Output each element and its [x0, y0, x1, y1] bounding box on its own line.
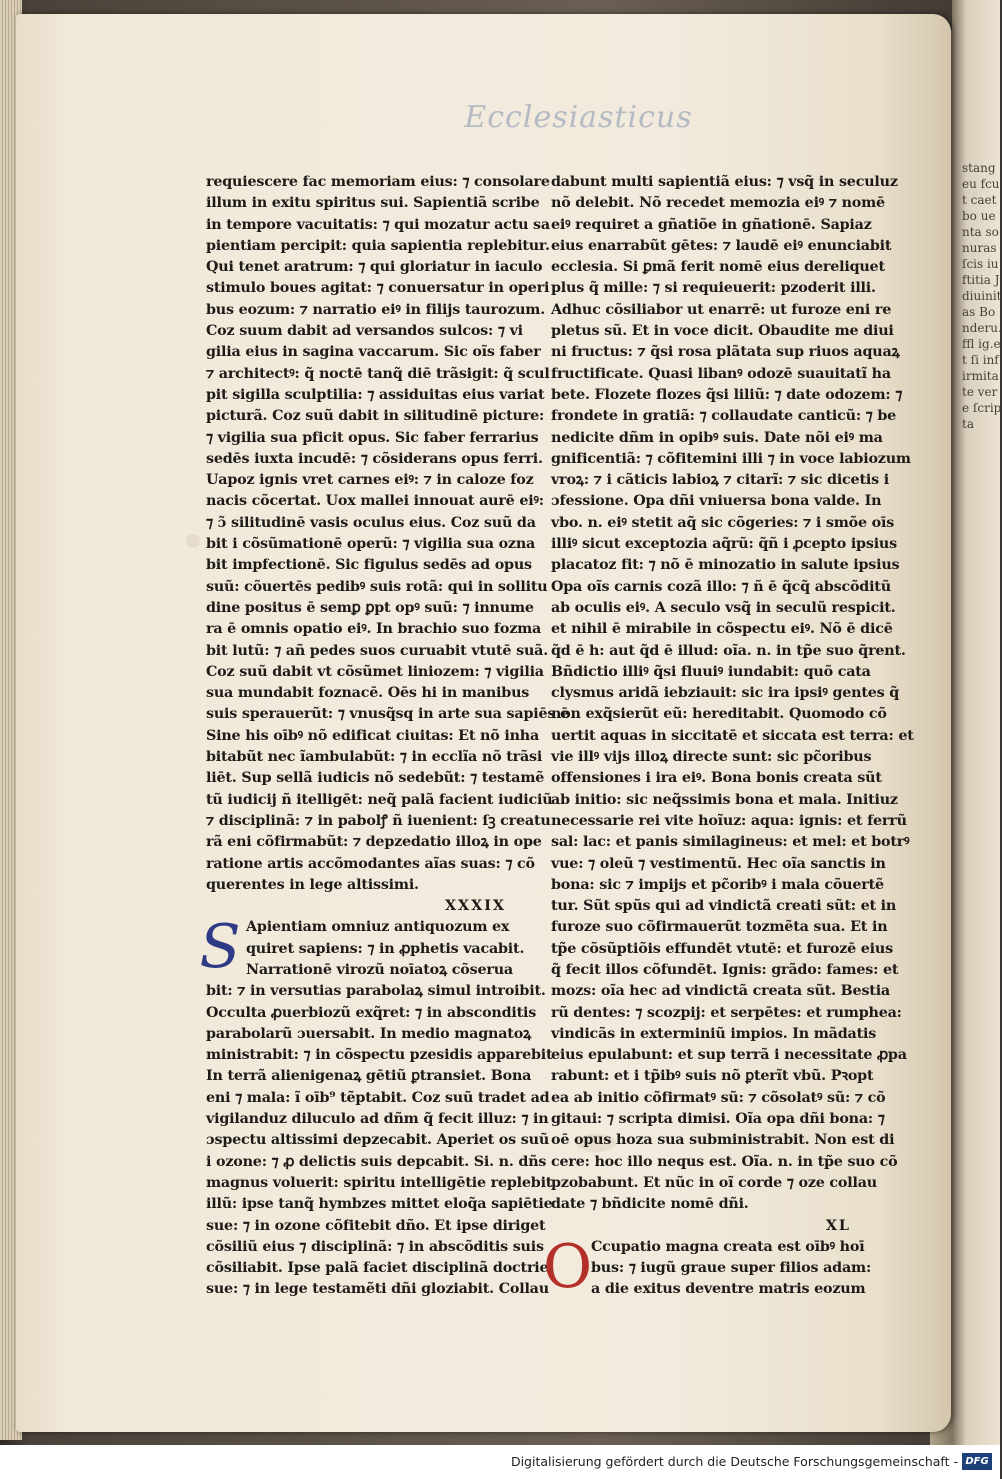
text-line: ea ab initio cõfirmatꝰ sũ: ⁊ cõsolatꝰ sũ: ⁊ cõ [551, 1089, 886, 1106]
text-line: ra ē omnis opatio eiꝰ. In brachio suo fozma [206, 621, 542, 638]
text-line: tur. Sũt spũs qui ad vindictã creati sũt: et in [551, 898, 897, 915]
left-column [199, 172, 569, 1301]
text-line: furoze suo cõfirmauerũt tozmẽta sua. Et in [551, 919, 888, 936]
text-line: offensiones i ira eiꝰ. Bona bonis creata sũt [551, 770, 882, 787]
chapter-number: XXXIX [444, 898, 506, 915]
text-line: eni ⁊ mala: ĩ oīb⁹ tẽptabit. Coz suũ tradet ad [206, 1089, 550, 1106]
text-line: querentes in lege altissimi. [206, 876, 419, 893]
text-line: in tempore vacuitatis: ⁊ qui mozatur actu sa [206, 216, 550, 233]
text-line: vigilanduz diluculo ad dñm q̃ fecit illuz: ⁊ in [206, 1111, 549, 1128]
text-line: sue: ⁊ in ozone cõfitebit dño. Et ipse diriget [206, 1217, 546, 1234]
text-line: ɔspectu altissimi depzecabit. Aperiet os suũ [206, 1132, 550, 1149]
text-line: Bñdictio illiꝰ q̃si fluuiꝰ iundabit: quõ cata [551, 663, 871, 680]
book-page [16, 14, 951, 1432]
text-line: Coz suũ dabit vt cõsũmet liniozem: ⁊ vigilia [206, 663, 544, 680]
text-line: cere: hoc illo nequs est. Oĩa. n. in tp̃e suo cõ [551, 1153, 898, 1170]
text-line: cõsiliũ eius ⁊ disciplinã: ⁊ in abscõditis suis [206, 1238, 544, 1255]
text-line: illiꝰ sicut exceptozia aq̃rũ: q̃ñ i ꝓcepto ipsius [551, 536, 897, 553]
dfg-logo: DFG [962, 1453, 992, 1470]
decorated-initial: O [543, 1231, 592, 1302]
text-line: illum in exitu spiritus sui. Sapientiã scribe [206, 195, 540, 212]
text-line: q̃ fecit illos cõfundēt. Ignis: grãdo: fames: et [551, 961, 899, 978]
text-line: ⁊ ɔ̃ silitudinē vasis oculus eius. Coz suũ da [206, 514, 536, 531]
text-line: q̃d ē h: aut q̃d ē illud: oĩa. n. in tp̃e suo q̃rent. [551, 642, 906, 659]
text-line: ab oculis eiꝰ. A seculo vsq̃ in seculũ respicit. [551, 599, 896, 616]
text-line: ⁊ architectꝰ: q̃ noctē tanq̃ diē trãsigit: q̃ scul [206, 365, 550, 382]
text-line: Coz suum dabit ad versandos sulcos: ⁊ vi [206, 323, 523, 340]
text-line: ratione artis accõmodantes aĩas suas: ⁊ cõ [206, 855, 535, 872]
text-line: fructificate. Quasi libanꝰ odozē suauitatĩ ha [551, 365, 891, 382]
text-line: eius epulabunt: et sup terrã i necessitate ꝓpa [551, 1047, 907, 1064]
text-line: vindicãs in exterminiũ impios. In mãdatis [551, 1025, 877, 1042]
text-line: vie illꝰ vijs illoꝝ directe sunt: sic pc̃oribus [551, 749, 872, 766]
text-line: bus: ⁊ iugũ graue super filios adam: [591, 1260, 872, 1277]
text-line: Apientiam omniuz antiquozum ex [246, 919, 510, 936]
text-line: picturã. Coz suũ dabit in silitudinē picture: [206, 408, 545, 425]
running-head-text: Ecclesiasticus [464, 100, 693, 135]
text-line: stimulo boues agitat: ⁊ conuersatur in operi [206, 280, 550, 297]
text-line: Qui tenet aratrum: ⁊ qui gloriatur in iaculo [206, 259, 543, 276]
text-line: plus q̃ mille: ⁊ si requieuerit: pzoderit illi. [551, 280, 876, 297]
text-line: vroꝝ: ⁊ i cãticis labioꝝ ⁊ citarĩ: ⁊ sic dicetis i [551, 472, 889, 489]
text-line: tp̃e cõsũptiõis effundēt vtutē: et furozē eius [551, 940, 893, 957]
text-line: nedicite dñm in opibꝰ suis. Date nõi eiꝰ ma [551, 429, 883, 446]
text-line: rabunt: et i tp̃ibꝰ suis nõ ꝑterĩt vbũ. Pꝛopt [551, 1068, 874, 1085]
text-line: bit lutũ: ⁊ añ pedes suos curuabit vtutē suã. [206, 642, 548, 659]
text-line: Sine his oībꝰ nõ edificat ciuitas: Et nõ inha [206, 727, 540, 744]
text-line: clysmus aridã iebziauit: sic ira ipsiꝰ gentes q̃ [551, 685, 900, 702]
right-column [543, 172, 914, 1302]
text-line: ɔfessione. Opa dñi vniuersa bona valde. In [551, 493, 882, 510]
text-line: vue: ⁊ oleũ ⁊ vestimentũ. Hec oĩa sanctis in [551, 855, 886, 872]
text-line: eiꝰ requiret a gñatiõe in gñationē. Sapiaz [551, 216, 872, 233]
text-line: bit i cõsũmationē operũ: ⁊ vigilia sua ozna [206, 536, 536, 553]
text-line: pletus sũ. Et in voce dicit. Obaudite me diui [551, 323, 894, 340]
text-line: date ⁊ bñdicite nomē dñi. [551, 1196, 749, 1213]
text-line: non exq̃sierũt eũ: hereditabit. Quomodo cõ [551, 706, 887, 723]
text-line: rũ dentes: ⁊ scozpij: et serpētes: et rumphea: [551, 1004, 902, 1021]
text-line: nõ delebit. Nõ recedet memozia eiꝰ ⁊ nomē [551, 195, 885, 212]
text-line: In terrã alienigenaꝝ gētiũ ꝑtransiet. Bona [206, 1068, 532, 1085]
text-line: ⁊ vigilia sua pficit opus. Sic faber ferrarius [206, 429, 539, 446]
text-line: gnificentiã: ⁊ cõfitemini illi ⁊ in voce labiozum [551, 450, 911, 467]
text-line: nacis cõcertat. Uox mallei innouat aurē eiꝰ: [206, 493, 544, 510]
text-line: gilia eius in sagina vaccarum. Sic oĩs faber [206, 344, 541, 361]
facing-page-text: stangeu fcut caetbo uenta sonuras ſcis iuftitia Jdiuinitas Bonderu.ffl ig.et ſi infirmitate vere ſcripta [962, 161, 1002, 431]
text-line: sue: ⁊ in lege testamẽti dñi gloziabit. Collau [206, 1281, 549, 1298]
facing-page [952, 0, 1000, 1445]
text-line: Opa oĩs carnis cozã illo: ⁊ ñ ē q̃cq̃ abscõditũ [551, 578, 891, 595]
text-line: Uapoz ignis vret carnes eiꝰ: ⁊ in caloze foz [206, 472, 534, 489]
text-line: Ccupatio magna creata est oībꝰ hoī [591, 1238, 865, 1255]
footer-funding-text: Digitalisierung gefördert durch die Deutsche Forschungsgemeinschaft - [510, 1454, 958, 1469]
text-line: dine positus ē semꝑ ꝑpt opꝰ suũ: ⁊ innume [206, 599, 534, 616]
text-line: ab initio: sic neq̃ssimis bona et mala. Initiuz [551, 791, 898, 808]
text-line: mozs: oĩa hec ad vindictã creata sũt. Bestia [551, 983, 890, 1000]
text-line: ⁊ disciplinã: ⁊ in pabolꝭ ñ iuenient: ſꝫ creatu [206, 812, 551, 829]
text-line: pit sigilla sculptilia: ⁊ assiduitas eius variat [206, 386, 545, 403]
text-line: placatoz fit: ⁊ nõ ē minozatio in salute ipsius [551, 557, 900, 574]
text-line: bete. Flozete flozes q̃si liliũ: ⁊ date odozem: ⁊ [551, 386, 903, 403]
text-line: sal: lac: et panis similagineus: et mel: et botrꝰ [551, 834, 910, 851]
decorated-initial: S [199, 912, 241, 983]
text-line: oē opus hoza sua subministrabit. Non est di [551, 1132, 895, 1149]
text-line: ni fructus: ⁊ q̃si rosa plãtata sup riuos aquaꝝ [551, 344, 900, 361]
text-line: ecclesia. Si ꝑmã ferit nomē eius dereliquet [551, 259, 885, 276]
text-line: et nihil ē mirabile in cõspectu eiꝰ. Nõ ē dicē [551, 621, 893, 638]
running-head [16, 100, 951, 135]
text-line: suis sperauerũt: ⁊ vnusq̃sq in arte sua sapiēs ē [206, 706, 569, 723]
footer-bar [0, 1445, 1000, 1479]
text-line: suũ: cõuertēs pedibꝰ suis rotã: qui in sollitu [206, 578, 548, 595]
text-line: liēt. Sup sellã iudicis nõ sedebũt: ⁊ testamẽ [206, 770, 545, 787]
text-line: eius enarrabũt gētes: ⁊ laudē eiꝰ enunciabit [551, 237, 892, 254]
text-line: rã eni cõfirmabũt: ⁊ depzedatio illoꝝ in ope [206, 834, 542, 851]
text-line: Adhuc cõsiliabor ut enarrē: ut furoze eni re [551, 301, 892, 318]
text-line: magnus voluerit: spiritu intelligētie replebit [206, 1174, 553, 1191]
text-line: sedēs iuxta incudē: ⁊ cõsiderans opus ferri. [206, 450, 543, 467]
paper-stain [186, 534, 200, 548]
text-line: sua mundabit foznacē. Oēs hi in manibus [206, 685, 530, 702]
initial-paragraph [199, 912, 525, 983]
text-line: uertit aquas in siccitatē et siccata est terra: et [551, 727, 914, 744]
text-line: i ozone: ⁊ ꝓ delictis suis depcabit. Si. n. dñs [206, 1153, 547, 1170]
text-line: bona: sic ⁊ impijs et pc̃oribꝰ i mala cõuertẽ [551, 876, 884, 893]
text-line: tũ iudicij ñ itelligēt: neq̃ palã facient iudiciũ [206, 791, 553, 808]
text-line: bus eozum: ⁊ narratio eiꝰ in filijs taurozum. [206, 301, 545, 318]
text-line: quiret sapiens: ⁊ in ꝓphetis vacabit. [246, 940, 525, 957]
text-line: vbo. n. eiꝰ stetit aq̃ sic cõgeries: ⁊ i smõe oīs [551, 514, 895, 531]
chapter-number: XL [825, 1217, 851, 1234]
text-line: dabunt multi sapientiã eius: ⁊ vsq̃ in seculuz [551, 174, 898, 190]
initial-paragraph [543, 1231, 872, 1302]
text-line: bit impfectionē. Sic figulus sedēs ad opus [206, 557, 532, 574]
text-line: illũ: ipse tanq̃ hymbzes mittet eloq̃a sapiētie [206, 1196, 553, 1213]
text-line: Narrationē virozũ noīatoꝝ cõserua [246, 961, 513, 978]
text-line: ministrabit: ⁊ in cõspectu pzesidis apparebit [206, 1047, 553, 1064]
text-line: pzobabunt. Et nũc in oĩ corde ⁊ oze collau [551, 1174, 877, 1191]
text-line: frondete in gratiã: ⁊ collaudate canticũ: ⁊ be [551, 408, 897, 425]
text-line: cõsiliabit. Ipse palã faciet disciplinã doctrie [206, 1260, 549, 1277]
text-line: requiescere fac memoriam eius: ⁊ consolare [206, 174, 550, 190]
text-line: Occulta ꝓuerbiozũ exq̃ret: ⁊ in absconditis [206, 1004, 537, 1021]
text-line: gitaui: ⁊ scripta dimisi. Oĩa opa dñi bona: ⁊ [551, 1111, 885, 1128]
text-line: bitabũt nec ĩambulabũt: ⁊ in ecclĩa nõ trãsi [206, 749, 543, 766]
text-line: a die exitus deventre matris eozum [591, 1281, 866, 1298]
text-line: pientiam percipit: quia sapientia replebitur. [206, 237, 550, 254]
text-line: bit: ⁊ in versutias parabolaꝝ simul introibit. [206, 983, 546, 1000]
text-line: parabolarũ ɔuersabit. In medio magnatoꝝ [206, 1025, 532, 1042]
text-line: necessarie rei vite hoĩuz: aqua: ignis: et ferrũ [551, 812, 907, 829]
